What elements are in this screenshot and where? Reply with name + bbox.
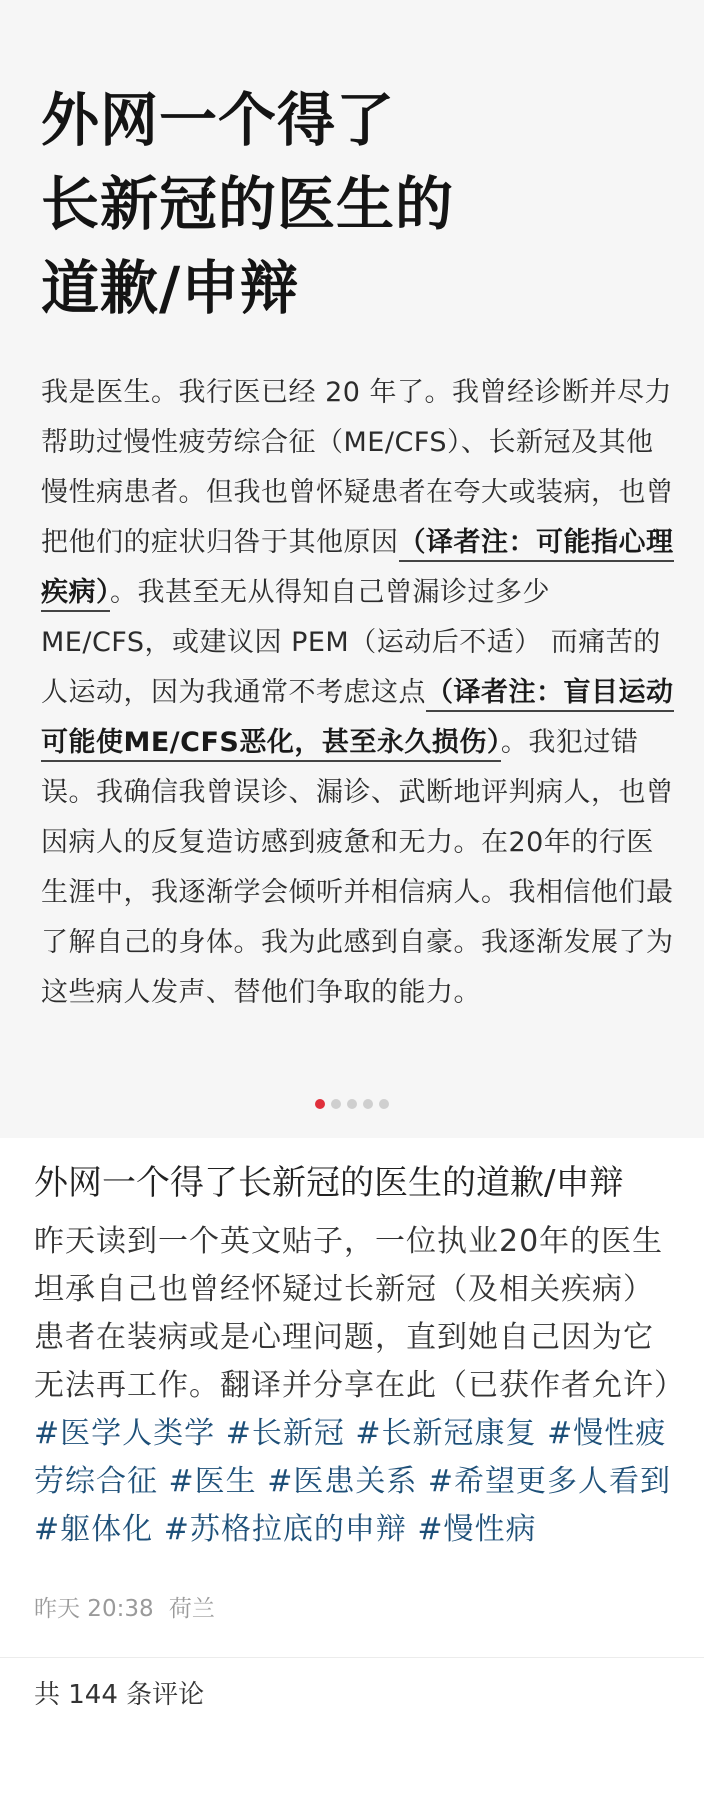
post-location: 荷兰	[168, 1596, 215, 1622]
carousel-indicator[interactable]	[0, 1099, 704, 1109]
carousel-dot[interactable]	[331, 1099, 341, 1109]
hashtag-link[interactable]: #医学人类学	[34, 1416, 216, 1451]
hashtag-link[interactable]: #医生	[168, 1464, 257, 1499]
post-content	[0, 1138, 704, 1623]
image-body-segment: 我是医生。我行医已经 20 年了。我曾经诊断并尽力帮助过慢性疲劳综合征（ME/CFS）、长新冠及其他慢性病患者。但我也曾怀疑患者在夸大或装病，也曾把他们的症状归咎于其他原因	[41, 377, 674, 558]
hashtag-link[interactable]: #长新冠康复	[355, 1416, 537, 1451]
carousel-dot[interactable]	[315, 1099, 325, 1109]
image-body-text	[41, 368, 674, 1018]
hashtag-link[interactable]: #苏格拉底的申辩	[163, 1512, 407, 1547]
translator-note: （译者注：盲目运动可能使ME/CFS恶化，甚至永久损伤）	[41, 677, 674, 762]
hashtag-link[interactable]: #长新冠	[225, 1416, 345, 1451]
image-title-line: 外网一个得了	[41, 86, 396, 154]
image-body-segment: 。我甚至无从得知自己曾漏诊过多少ME/CFS，或建议因 PEM（运动后不适） 而痛苦的人运动，因为我通常不考虑这点	[41, 577, 661, 708]
comments-header: 共 144 条评论	[34, 1680, 205, 1710]
post-body-text: 昨天读到一个英文贴子，一位执业20年的医生坦承自己也曾经怀疑过长新冠（及相关疾病）患者在装病或是心理问题，直到她自己因为它无法再工作。翻译并分享在此（已获作者允许）	[34, 1224, 685, 1403]
hashtag-link[interactable]: #希望更多人看到	[427, 1464, 672, 1499]
hashtag-list	[34, 1416, 671, 1547]
post-meta	[34, 1590, 672, 1623]
carousel-dot[interactable]	[379, 1099, 389, 1109]
carousel-dot[interactable]	[363, 1099, 373, 1109]
image-title-line: 道歉/申辩	[41, 254, 300, 322]
carousel-dot[interactable]	[347, 1099, 357, 1109]
hashtag-link[interactable]: #慢性疲劳综合征	[34, 1416, 667, 1499]
hashtag-link[interactable]: #慢性病	[417, 1512, 537, 1547]
image-title-line: 长新冠的医生的	[41, 170, 455, 238]
image-title	[41, 78, 674, 330]
hashtag-link[interactable]: #躯体化	[34, 1512, 154, 1547]
post-title: 外网一个得了长新冠的医生的道歉/申辩	[34, 1163, 624, 1203]
post-body	[34, 1218, 685, 1554]
image-body-segment: 。我犯过错误。我确信我曾误诊、漏诊、武断地评判病人，也曾因病人的反复造访感到疲惫和无力。在20年的行医生涯中，我逐渐学会倾听并相信病人。我相信他们最了解自己的身体。我为此感到自豪。我逐渐发展了为这些病人发声、替他们争取的能力。	[41, 727, 674, 1008]
post-time: 昨天 20:38	[34, 1596, 154, 1622]
translator-note: （译者注：可能指心理疾病）	[41, 527, 674, 612]
hashtag-link[interactable]: #医患关系	[267, 1464, 418, 1499]
